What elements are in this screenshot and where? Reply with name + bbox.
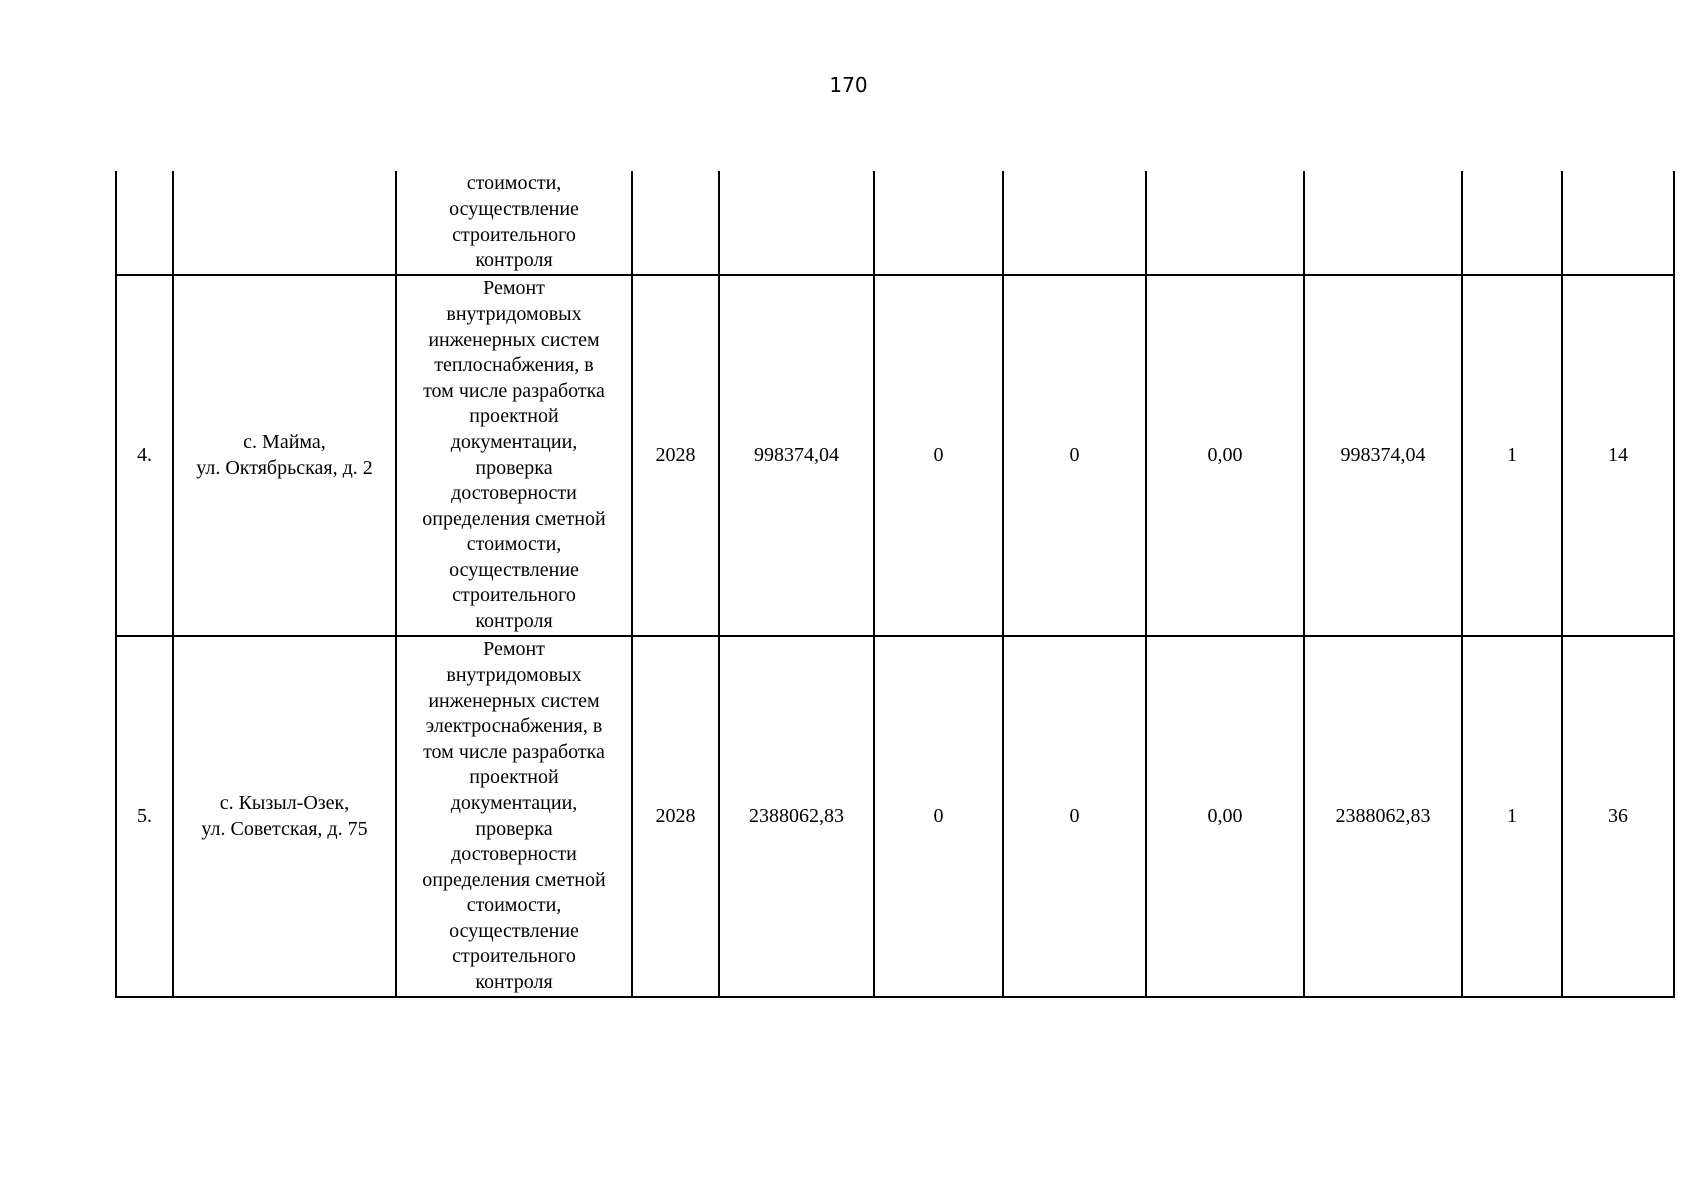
cell-col-c: 0,00 [1146, 275, 1304, 636]
cell-num [116, 171, 173, 275]
cell-address [173, 275, 396, 636]
work-line: определения сметной [422, 507, 606, 530]
work-line: Ремонт [483, 277, 545, 300]
cell-num: 4. [116, 275, 173, 636]
work-line: том числе разработка [423, 379, 605, 402]
work-line: достоверности [451, 482, 577, 505]
table-row [116, 275, 1674, 636]
work-line: контроля [475, 610, 553, 633]
work-line: внутридомовых [446, 302, 582, 325]
cell-total [719, 171, 874, 275]
page-number: 170 [829, 73, 868, 97]
housing-repair-table [115, 171, 1675, 998]
cell-work-description [396, 171, 632, 275]
cell-address [173, 171, 396, 275]
work-line: внутридомовых [446, 663, 582, 686]
work-line: проектной [469, 766, 559, 789]
work-line: осуществление [449, 919, 579, 942]
work-line: стоимости, [466, 894, 562, 917]
address-line: с. Кызыл-Озек, [219, 791, 350, 814]
cell-col-c [1146, 171, 1304, 275]
work-line: инженерных систем [428, 689, 600, 712]
cell-col-e: 1 [1462, 636, 1562, 997]
work-line: документации, [450, 791, 578, 814]
work-line: определения сметной [422, 868, 606, 891]
cell-work-description [396, 275, 632, 636]
cell-col-d [1304, 171, 1462, 275]
cell-col-a: 0 [874, 636, 1003, 997]
cell-year: 2028 [632, 275, 719, 636]
work-line: проектной [469, 405, 559, 428]
work-line: проверка [475, 817, 553, 840]
cell-col-d: 2388062,83 [1304, 636, 1462, 997]
work-line: осуществление [449, 197, 579, 220]
cell-year [632, 171, 719, 275]
cell-col-a: 0 [874, 275, 1003, 636]
cell-address [173, 636, 396, 997]
cell-col-c: 0,00 [1146, 636, 1304, 997]
cell-total: 2388062,83 [719, 636, 874, 997]
table-row-continued [116, 171, 1674, 275]
cell-col-b [1003, 171, 1146, 275]
cell-col-f [1562, 171, 1674, 275]
cell-work-description [396, 636, 632, 997]
cell-col-e [1462, 171, 1562, 275]
cell-total: 998374,04 [719, 275, 874, 636]
table-row [116, 636, 1674, 997]
cell-col-f: 36 [1562, 636, 1674, 997]
work-line: электроснабжения, в [425, 715, 603, 738]
address-line: ул. Октябрьская, д. 2 [196, 456, 373, 479]
work-line: Ремонт [483, 638, 545, 661]
work-line: осуществление [449, 558, 579, 581]
work-line: документации, [450, 430, 578, 453]
cell-num: 5. [116, 636, 173, 997]
address-line: ул. Советская, д. 75 [201, 817, 368, 840]
work-line: строительного [452, 223, 576, 246]
cell-col-d: 998374,04 [1304, 275, 1462, 636]
work-line: строительного [452, 945, 576, 968]
work-line: том числе разработка [423, 740, 605, 763]
work-line: достоверности [451, 843, 577, 866]
cell-col-a [874, 171, 1003, 275]
cell-col-b: 0 [1003, 636, 1146, 997]
cell-col-e: 1 [1462, 275, 1562, 636]
cell-col-f: 14 [1562, 275, 1674, 636]
work-line: проверка [475, 456, 553, 479]
work-line: теплоснабжения, в [434, 354, 594, 377]
cell-year: 2028 [632, 636, 719, 997]
work-line: контроля [475, 971, 553, 994]
cell-col-b: 0 [1003, 275, 1146, 636]
work-line: стоимости, [466, 172, 562, 195]
address-line: с. Майма, [243, 430, 326, 453]
work-line: инженерных систем [428, 328, 600, 351]
work-line: контроля [475, 249, 553, 272]
work-line: строительного [452, 584, 576, 607]
work-line: стоимости, [466, 533, 562, 556]
